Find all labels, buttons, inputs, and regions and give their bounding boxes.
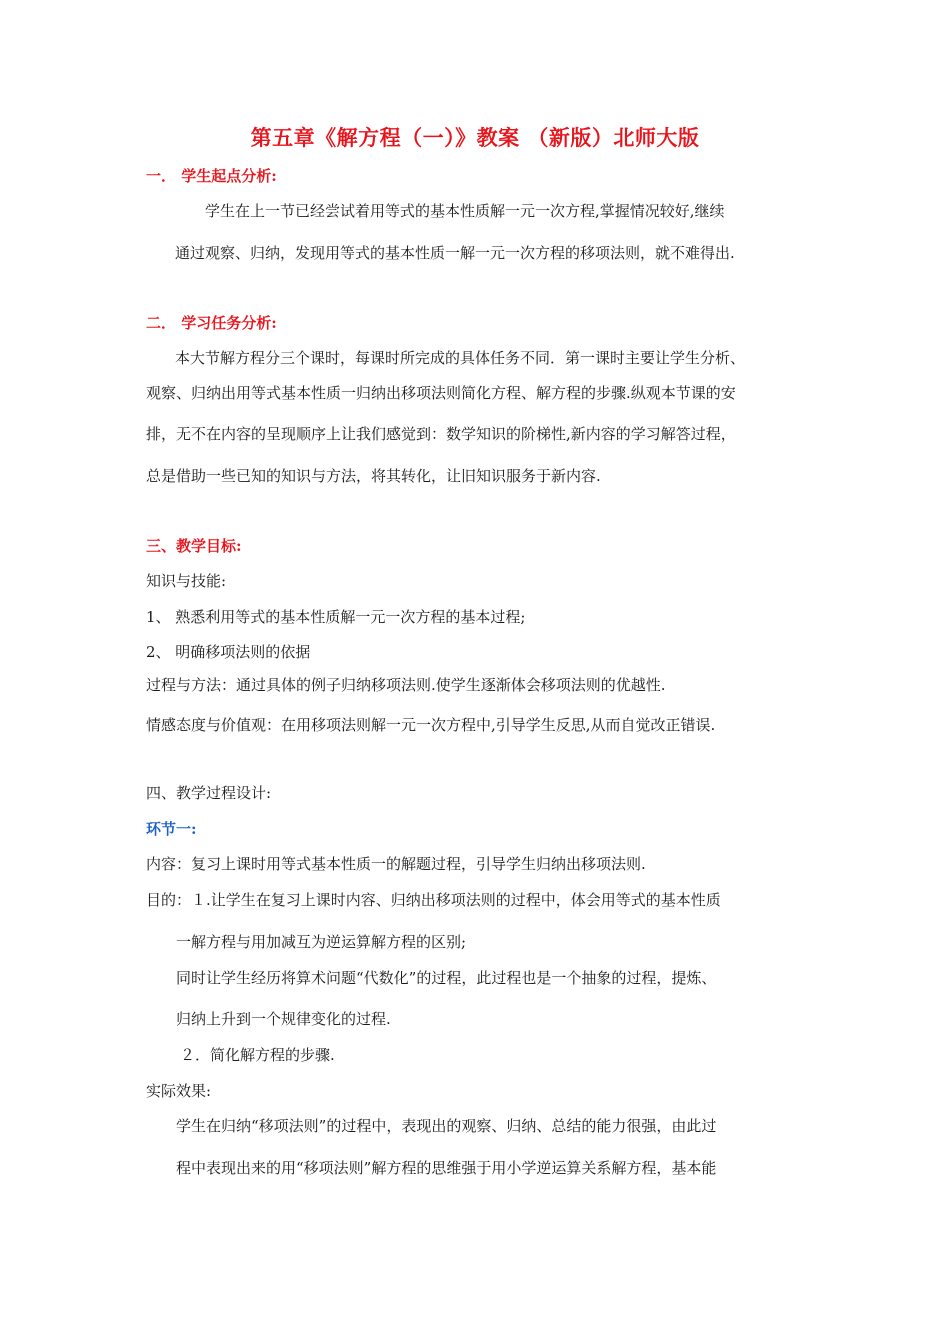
paragraph-line: 程中表现出来的用“移项法则”解方程的思维强于用小学逆运算关系解方程，基本能 [176,1159,717,1177]
paragraph-line: 学生在归纳“移项法则”的过程中，表现出的观察、归纳、总结的能力很强，由此过 [176,1117,717,1135]
paragraph-line: 总是借助一些已知的知识与方法，将其转化，让旧知识服务于新内容. [146,467,601,485]
document-title: 第五章《解方程（一）》教案 （新版）北师大版 [250,125,700,150]
paragraph-line: 2、 明确移项法则的依据 [146,643,311,661]
paragraph-line: 同时让学生经历将算术问题“代数化”的过程，此过程也是一个抽象的过程，提炼、 [176,969,717,987]
paragraph-line: 排，无不在内容的呈现顺序上让我们感觉到：数学知识的阶梯性,新内容的学习解答过程， [146,425,736,443]
paragraph-line: 归纳上升到一个规律变化的过程. [176,1010,391,1028]
section-heading-3: 三、教学目标: [146,537,242,555]
paragraph-line: 实际效果: [146,1082,212,1100]
paragraph-line: 情感态度与价值观：在用移项法则解一元一次方程中,引导学生反思,从而自觉改正错误. [146,716,716,734]
paragraph-line: 目的：１.让学生在复习上课时内容、归纳出移项法则的过程中，体会用等式的基本性质 [146,891,721,909]
paragraph-line: 过程与方法：通过具体的例子归纳移项法则.使学生逐渐体会移项法则的优越性. [146,676,666,694]
paragraph-line: 本大节解方程分三个课时，每课时所完成的具体任务不同．第一课时主要让学生分析、 [175,349,746,367]
paragraph-line: 一解方程与用加减互为逆运算解方程的区别; [176,933,467,951]
sub-heading: 环节一: [146,820,197,838]
paragraph-line: 观察、归纳出用等式基本性质一归纳出移项法则简化方程、解方程的步骤.纵观本节课的安 [146,384,736,402]
paragraph-line: 知识与技能: [146,572,227,590]
paragraph-line: 学生在上一节已经尝试着用等式的基本性质解一元一次方程,掌握情况较好,继续 [205,202,725,220]
paragraph-line: 1、 熟悉利用等式的基本性质解一元一次方程的基本过程; [146,608,526,626]
paragraph-line: ２．简化解方程的步骤. [180,1046,335,1064]
paragraph-line: 通过观察、归纳，发现用等式的基本性质一解一元一次方程的移项法则，就不难得出. [175,244,735,262]
section-heading-2: 二． 学习任务分析: [146,314,277,332]
section-heading-1: 一． 学生起点分析: [146,167,277,185]
section-heading-4: 四、教学过程设计: [146,784,272,802]
paragraph-line: 内容：复习上课时用等式基本性质一的解题过程，引导学生归纳出移项法则. [146,855,646,873]
